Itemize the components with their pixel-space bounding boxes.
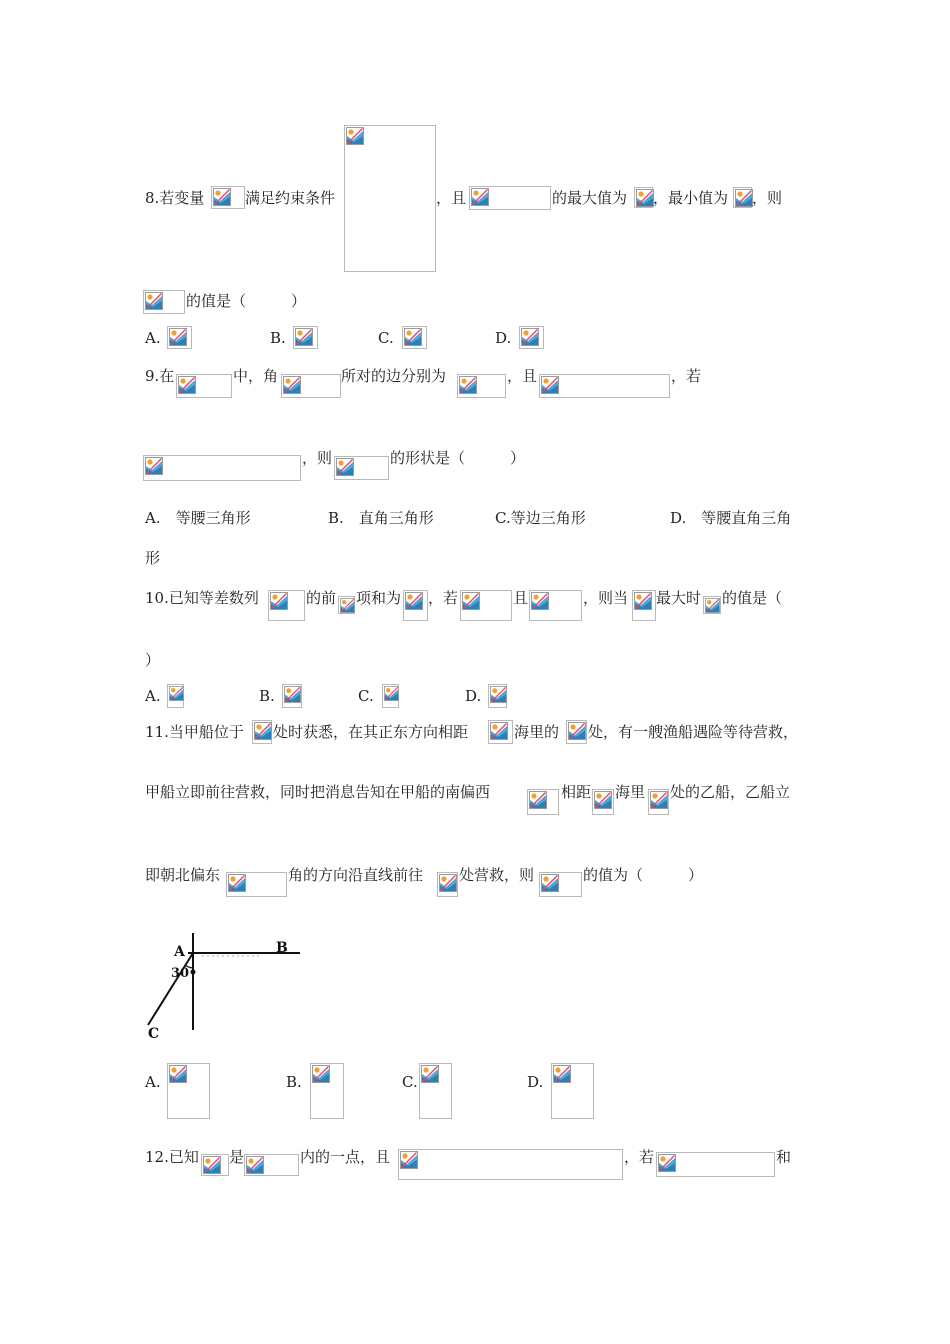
q11-line2: 甲船立即前往营救，同时把消息告知在甲船的南偏西	[145, 783, 491, 801]
q12-prefix: 12.已知	[145, 1148, 199, 1166]
broken-image-icon	[340, 598, 355, 613]
q8-option-a: A.	[145, 329, 161, 347]
image-placeholder	[632, 590, 656, 621]
image-placeholder	[551, 1063, 594, 1119]
image-placeholder	[338, 596, 355, 614]
point-marker	[191, 970, 196, 975]
broken-image-icon	[541, 874, 559, 892]
q10-when: ，则当	[583, 589, 629, 607]
broken-image-icon	[634, 592, 652, 610]
broken-image-icon	[529, 791, 547, 809]
q11-line3: 即朝北偏东	[145, 866, 221, 884]
image-placeholder	[488, 684, 507, 708]
broken-image-icon	[490, 686, 507, 703]
image-placeholder	[529, 590, 582, 621]
broken-image-icon	[169, 1065, 187, 1083]
broken-image-icon	[404, 328, 422, 346]
image-placeholder	[656, 1152, 775, 1177]
q10-close: ）	[145, 651, 161, 669]
image-placeholder	[167, 1063, 210, 1119]
q8-max-text: 的最大值为	[552, 189, 628, 207]
broken-image-icon	[636, 189, 654, 207]
broken-image-icon	[568, 722, 586, 740]
q12-inside: 内的一点，且	[300, 1148, 391, 1166]
q9-option-b: B. 直角三角形	[328, 509, 434, 527]
broken-image-icon	[295, 328, 313, 346]
broken-image-icon	[490, 722, 508, 740]
broken-image-icon	[213, 188, 231, 206]
q9-shape: 的形状是（ ）	[390, 449, 526, 467]
image-placeholder	[539, 374, 670, 398]
q10-option-b: B.	[259, 687, 275, 705]
broken-image-icon	[145, 457, 163, 475]
image-placeholder	[437, 872, 458, 897]
q9-option-d: D. 等腰直角三角	[670, 509, 792, 527]
q9-then: ，则	[302, 449, 333, 467]
q9-option-c: C.等边三角形	[495, 509, 586, 527]
image-placeholder	[403, 590, 428, 621]
label-c: C	[148, 1026, 160, 1038]
q9-option-d-cont: 形	[145, 549, 161, 567]
q8-constraint-text: 满足约束条件	[245, 189, 336, 207]
image-placeholder-constraints	[344, 125, 436, 272]
q11-option-c: C.	[402, 1073, 418, 1091]
broken-image-icon	[254, 722, 272, 740]
q8-option-c: C.	[378, 329, 394, 347]
q11-option-b: B.	[286, 1073, 302, 1091]
broken-image-icon	[145, 292, 163, 310]
image-placeholder	[648, 789, 669, 815]
image-placeholder	[167, 684, 184, 708]
q9-sides: 所对的边分别为	[341, 367, 447, 385]
q8-option-d: D.	[495, 329, 512, 347]
q11-ship: 处的乙船，乙船立	[670, 783, 791, 801]
q9-and: ，且	[507, 367, 538, 385]
q10-and: 且	[513, 589, 529, 607]
image-placeholder	[252, 720, 272, 744]
q11-at: 处时获悉，在其正东方向相距	[273, 723, 469, 741]
q10-option-a: A.	[145, 687, 161, 705]
image-placeholder	[488, 720, 513, 744]
q9-ruo: ，若	[671, 367, 702, 385]
q11-prefix: 11.当甲船位于	[145, 723, 244, 741]
q8-prefix: 8.若变量	[145, 189, 205, 207]
broken-image-icon	[471, 188, 489, 206]
label-angle: 30	[171, 966, 190, 981]
broken-image-icon	[405, 592, 423, 610]
label-a: A	[174, 944, 185, 960]
broken-image-icon	[283, 376, 301, 394]
broken-image-icon	[658, 1154, 676, 1172]
q10-ruo: ，若	[428, 589, 459, 607]
image-placeholder	[143, 290, 185, 314]
broken-image-icon	[400, 1151, 418, 1169]
image-placeholder	[703, 596, 721, 614]
broken-image-icon	[169, 686, 184, 701]
broken-image-icon	[521, 328, 539, 346]
image-placeholder	[282, 684, 302, 708]
image-placeholder	[226, 872, 287, 897]
broken-image-icon	[553, 1065, 571, 1083]
q9-option-a: A. 等腰三角形	[145, 509, 251, 527]
image-placeholder	[293, 326, 318, 349]
q10-option-d: D.	[465, 687, 482, 705]
ship-position-diagram	[140, 928, 310, 1038]
q12-ruo: ，若	[624, 1148, 655, 1166]
image-placeholder	[733, 187, 752, 208]
q10-option-c: C.	[358, 687, 374, 705]
broken-image-icon	[705, 598, 720, 613]
image-placeholder	[527, 789, 559, 815]
q9-mid: 中，角	[233, 367, 279, 385]
image-placeholder	[419, 1063, 452, 1119]
q10-front: 的前	[306, 589, 337, 607]
broken-image-icon	[735, 189, 753, 207]
broken-image-icon	[246, 1156, 264, 1174]
image-placeholder	[310, 1063, 344, 1119]
image-placeholder	[143, 455, 301, 481]
image-placeholder	[519, 326, 544, 349]
q12-is: 是	[229, 1148, 245, 1166]
q11-haili: 海里的	[514, 723, 560, 741]
broken-image-icon	[650, 791, 668, 809]
image-placeholder	[402, 326, 427, 349]
q12-and: 和	[776, 1148, 792, 1166]
broken-image-icon	[459, 376, 477, 394]
q8-min-text: ，最小值为	[653, 189, 729, 207]
label-b: B	[276, 940, 288, 956]
image-placeholder	[244, 1154, 299, 1176]
broken-image-icon	[228, 874, 246, 892]
image-placeholder	[460, 590, 512, 621]
q11-rest1: 处，有一艘渔船遇险等待营救，	[588, 723, 799, 741]
image-placeholder	[281, 374, 341, 398]
broken-image-icon	[270, 592, 288, 610]
image-placeholder	[201, 1154, 229, 1176]
q11-rescue: 处营救，则	[459, 866, 535, 884]
q11-option-a: A.	[145, 1073, 161, 1091]
broken-image-icon	[336, 458, 354, 476]
broken-image-icon	[312, 1065, 330, 1083]
image-placeholder	[176, 374, 232, 398]
q8-then: ，则	[752, 189, 783, 207]
image-placeholder	[211, 186, 245, 209]
image-placeholder	[634, 187, 653, 208]
broken-image-icon	[384, 686, 399, 701]
image-placeholder	[268, 590, 305, 621]
image-placeholder	[334, 456, 389, 480]
image-placeholder	[382, 684, 399, 708]
q10-sum: 项和为	[356, 589, 402, 607]
q8-option-b: B.	[270, 329, 286, 347]
q11-haili2: 海里	[615, 783, 646, 801]
image-placeholder	[539, 872, 582, 897]
broken-image-icon	[169, 328, 187, 346]
broken-image-icon	[462, 592, 480, 610]
q11-option-d: D.	[527, 1073, 544, 1091]
q11-angle: 角的方向沿直线前往	[288, 866, 424, 884]
image-placeholder	[469, 186, 551, 210]
image-placeholder	[457, 374, 506, 398]
broken-image-icon	[178, 376, 196, 394]
image-placeholder	[566, 720, 587, 744]
q9-prefix: 9.在	[145, 367, 175, 385]
broken-image-icon	[531, 592, 549, 610]
q11-value: 的值为（ ）	[583, 866, 704, 884]
q10-val: 的值是（	[722, 589, 783, 607]
image-placeholder	[167, 326, 192, 349]
q8-and: ，且	[436, 189, 467, 207]
broken-image-icon	[421, 1065, 439, 1083]
broken-image-icon	[439, 874, 457, 892]
q10-prefix: 10.已知等差数列	[145, 589, 259, 607]
broken-image-icon	[346, 127, 364, 145]
image-placeholder	[398, 1149, 623, 1180]
q8-value-text: 的值是（ ）	[186, 292, 307, 310]
broken-image-icon	[203, 1156, 221, 1174]
southwest-line	[148, 953, 193, 1025]
image-placeholder	[592, 789, 614, 815]
broken-image-icon	[594, 791, 612, 809]
q11-distance: 相距	[561, 783, 592, 801]
q10-max: 最大时	[656, 589, 702, 607]
broken-image-icon	[541, 376, 559, 394]
broken-image-icon	[284, 686, 301, 703]
